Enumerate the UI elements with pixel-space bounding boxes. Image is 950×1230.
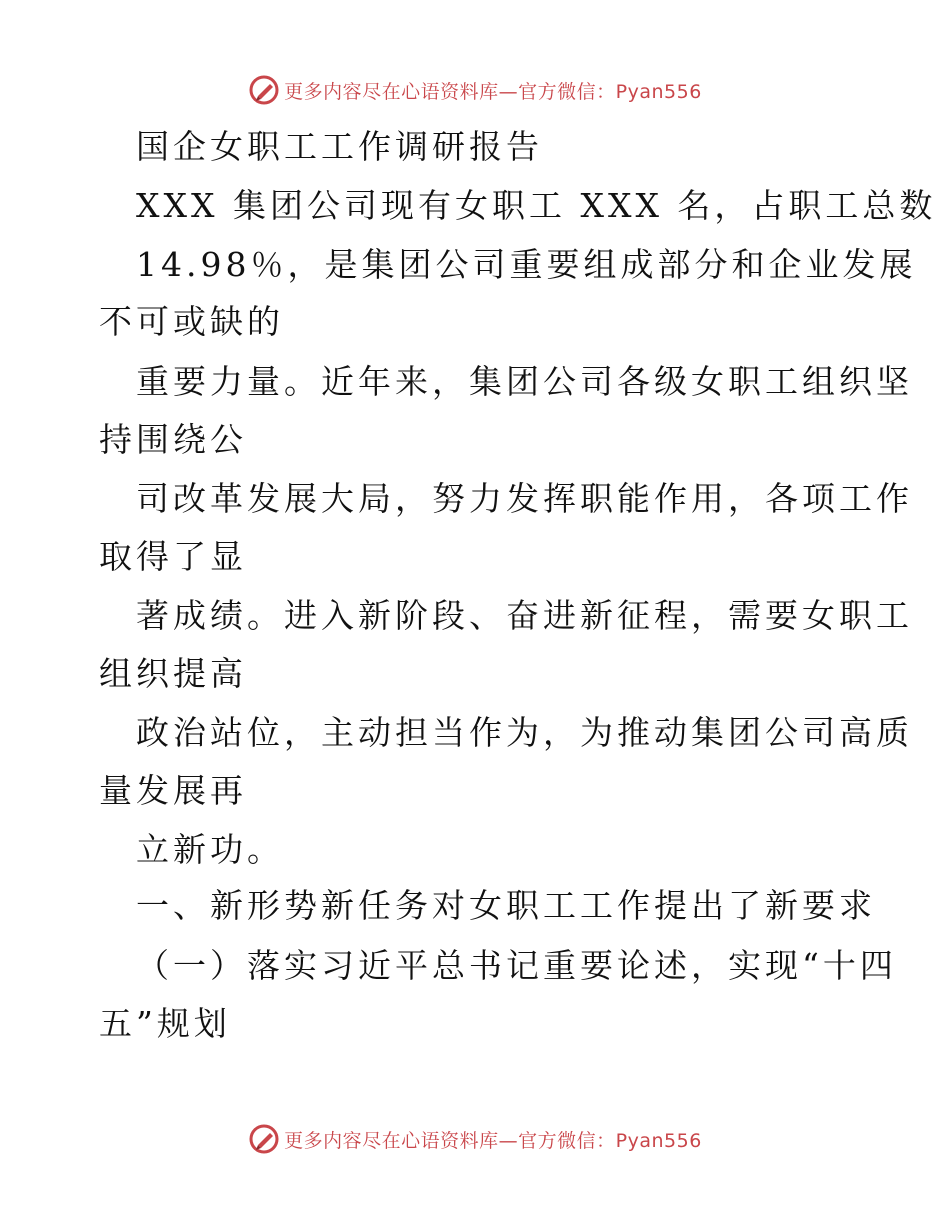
paragraph-line: 不可或缺的	[99, 302, 284, 341]
watermark-text: 更多内容尽在心语资料库—官方微信：Pyan556	[284, 1129, 702, 1152]
paragraph-line: XXX 集团公司现有女职工 XXX 名，占职工总数	[136, 186, 937, 225]
pen-circle-icon	[248, 74, 280, 106]
paragraph-line: 取得了显	[99, 537, 247, 576]
watermark-bottom	[0, 1119, 950, 1159]
pen-circle-icon	[248, 1123, 280, 1155]
paragraph-line: 立新功。	[136, 830, 284, 869]
watermark-top	[0, 70, 950, 110]
paragraph-line: 重要力量。近年来，集团公司各级女职工组织坚	[136, 362, 913, 401]
paragraph-line: 组织提高	[99, 654, 247, 693]
paragraph-line: 14.98％，是集团公司重要组成部分和企业发展	[136, 245, 917, 284]
watermark-text: 更多内容尽在心语资料库—官方微信：Pyan556	[284, 80, 702, 103]
subsection-heading: （一）落实习近平总书记重要论述，实现“十四	[136, 946, 897, 985]
paragraph-line: 司改革发展大局，努力发挥职能作用，各项工作	[136, 479, 913, 518]
paragraph-line: 持围绕公	[99, 420, 247, 459]
section-heading: 一、新形势新任务对女职工工作提出了新要求	[136, 886, 876, 925]
paragraph-line: 政治站位，主动担当作为，为推动集团公司高质	[136, 713, 913, 752]
document-title: 国企女职工工作调研报告	[136, 127, 543, 166]
paragraph-line: 量发展再	[99, 771, 247, 810]
paragraph-line: 著成绩。进入新阶段、奋进新征程，需要女职工	[136, 596, 913, 635]
subsection-heading-cont: 五”规划	[99, 1004, 231, 1043]
